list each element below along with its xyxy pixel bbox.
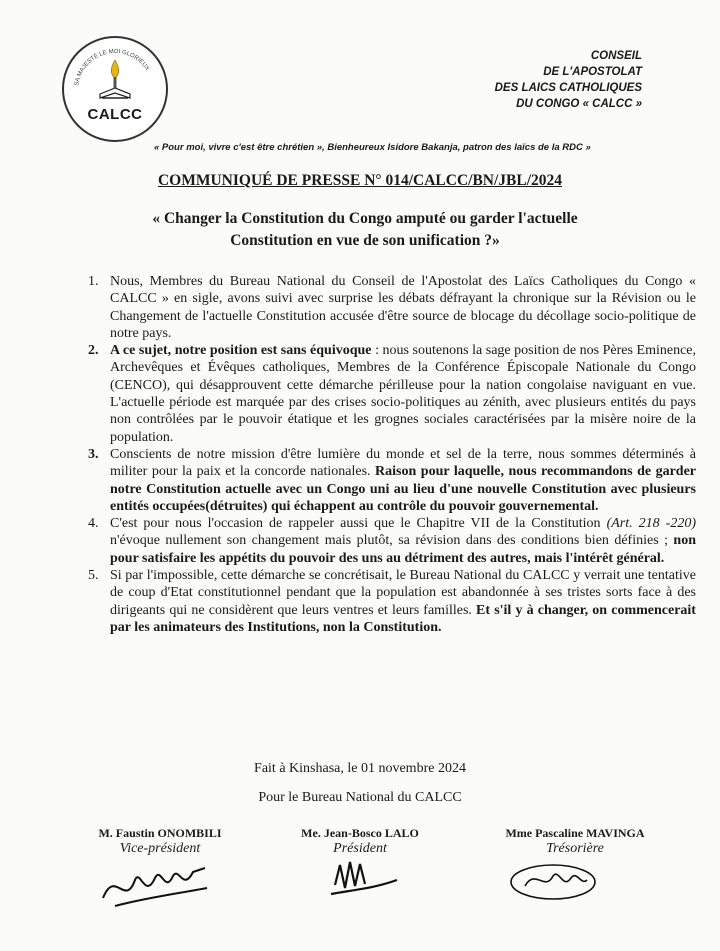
organization-name (495, 48, 642, 112)
signatory-vice-president (60, 826, 260, 857)
article-reference: (Art. 218 -220) (606, 516, 696, 532)
subject-title: « Changer la Constitution du Congo amputé ou garder l'actuelle Constitution en vue de son unification ?» (152, 210, 578, 249)
signatory-role: Vice-président (119, 841, 201, 856)
item-text: C'est pour nous l'occasion de rappeler aussi que le Chapitre VII de la Constitution (110, 516, 607, 532)
item-text: n'évoque nullement son changement mais plutôt, sa révision dans des conditions bien définies ; (110, 533, 674, 549)
org-line: DU CONGO « CALCC » (516, 98, 642, 110)
signature-president (325, 850, 405, 905)
signatory-name: M. Faustin ONOMBILI (98, 826, 222, 840)
org-line: CONSEIL (590, 50, 642, 62)
item-text: : nous soutenons la sage position de nos Pères Eminence, Archevêques et Évêques catholiques, Membres de la Conférence Épiscopale Nationale du Congo (CENCO), qui désapprouvent cette démarche périlleuse pour la nation congolaise naviguant en vue. L'actuelle période est marquée par des crises socio-politiques au zénith, avec plusieurs entités du pays non contrôlées par le pouvoir étatique et les grognes sociales caractérisées par la misère noire de la population. (110, 343, 696, 445)
item-number: 2. (88, 343, 99, 359)
list-item (86, 515, 696, 567)
item-text: Conscients de notre mission d'être lumière du monde et sel de la terre, nous sommes déterminés à militer pour la paix et la concorde nationales. (110, 446, 696, 480)
signatory-name: Mme Pascaline MAVINGA (505, 826, 645, 840)
logo-emblem-icon (64, 38, 166, 140)
item-number: 3. (88, 446, 99, 462)
item-bold-tail: Raison pour laquelle, nous recommandons de garder notre Constitution actuelle avec un Congo uni au lieu d'une nouvelle Constitution avec plusieurs entités occupées(détruites) qui échappent au contrôle du pouvoir gouvernemental. (110, 464, 697, 514)
svg-text:SA MAJESTÉ LE MOI GLORIEUX: SA MAJESTÉ LE MOI GLORIEUX (74, 48, 150, 87)
signatory-role: Trésorière (546, 841, 604, 856)
org-line: DE L'APOSTOLAT (543, 66, 642, 78)
signatory-treasurer (470, 826, 680, 857)
item-number: 1. (88, 274, 99, 289)
motto: « Pour moi, vivre c'est être chrétien », Bienheureux Isidore Bakanja, patron des laïcs de la RDC » (154, 142, 591, 153)
item-number: 4. (88, 516, 99, 532)
signature-treasurer (505, 860, 605, 905)
logo-name: CALCC (87, 106, 143, 123)
list-item (86, 342, 696, 446)
item-bold-lead: A ce sujet, notre position est sans équivoque (110, 343, 372, 359)
for-bureau: Pour le Bureau National du CALCC (258, 790, 462, 805)
calcc-logo (62, 36, 168, 142)
list-item (86, 273, 696, 342)
item-number: 5. (88, 568, 99, 584)
statement-list (86, 273, 696, 636)
list-item (86, 567, 696, 636)
item-bold-tail: Et s'il y à changer, on commencerait par les animateurs des Institutions, non la Constitution. (110, 602, 696, 635)
signatory-role: Président (333, 841, 387, 856)
signatory-name: Me. Jean-Bosco LALO (301, 826, 419, 840)
item-text: Si par l'impossible, cette démarche se concrétisait, le Bureau National du CALCC y verrait une tentative de coup d'Etat constitutionnel pendant que la population est abandonnée à ses tristes sorts face à des dirigeants qui ne considèrent que leurs ventres et leurs familles. (110, 568, 696, 618)
item-text: Nous, Membres du Bureau National du Conseil de l'Apostolat des Laïcs Catholiques du Congo « CALCC » en sigle, avons suivi avec surprise les débats défrayant la chronique sur la Révision ou le Changement de l'actuelle Constitution accusée d'être source de blocage du décollage socio-politique de notre pays. (110, 274, 696, 341)
place-date: Fait à Kinshasa, le 01 novembre 2024 (254, 761, 466, 776)
org-line: DES LAICS CATHOLIQUES (494, 82, 642, 94)
press-release-heading: COMMUNIQUÉ DE PRESSE N° 014/CALCC/BN/JBL/2024 (157, 172, 563, 189)
signature-vice-president (95, 858, 215, 918)
item-bold-tail: non pour satisfaire les appétits du pouvoir des uns au détriment des autres, mais l'intérêt général. (110, 533, 696, 566)
list-item (86, 446, 696, 515)
